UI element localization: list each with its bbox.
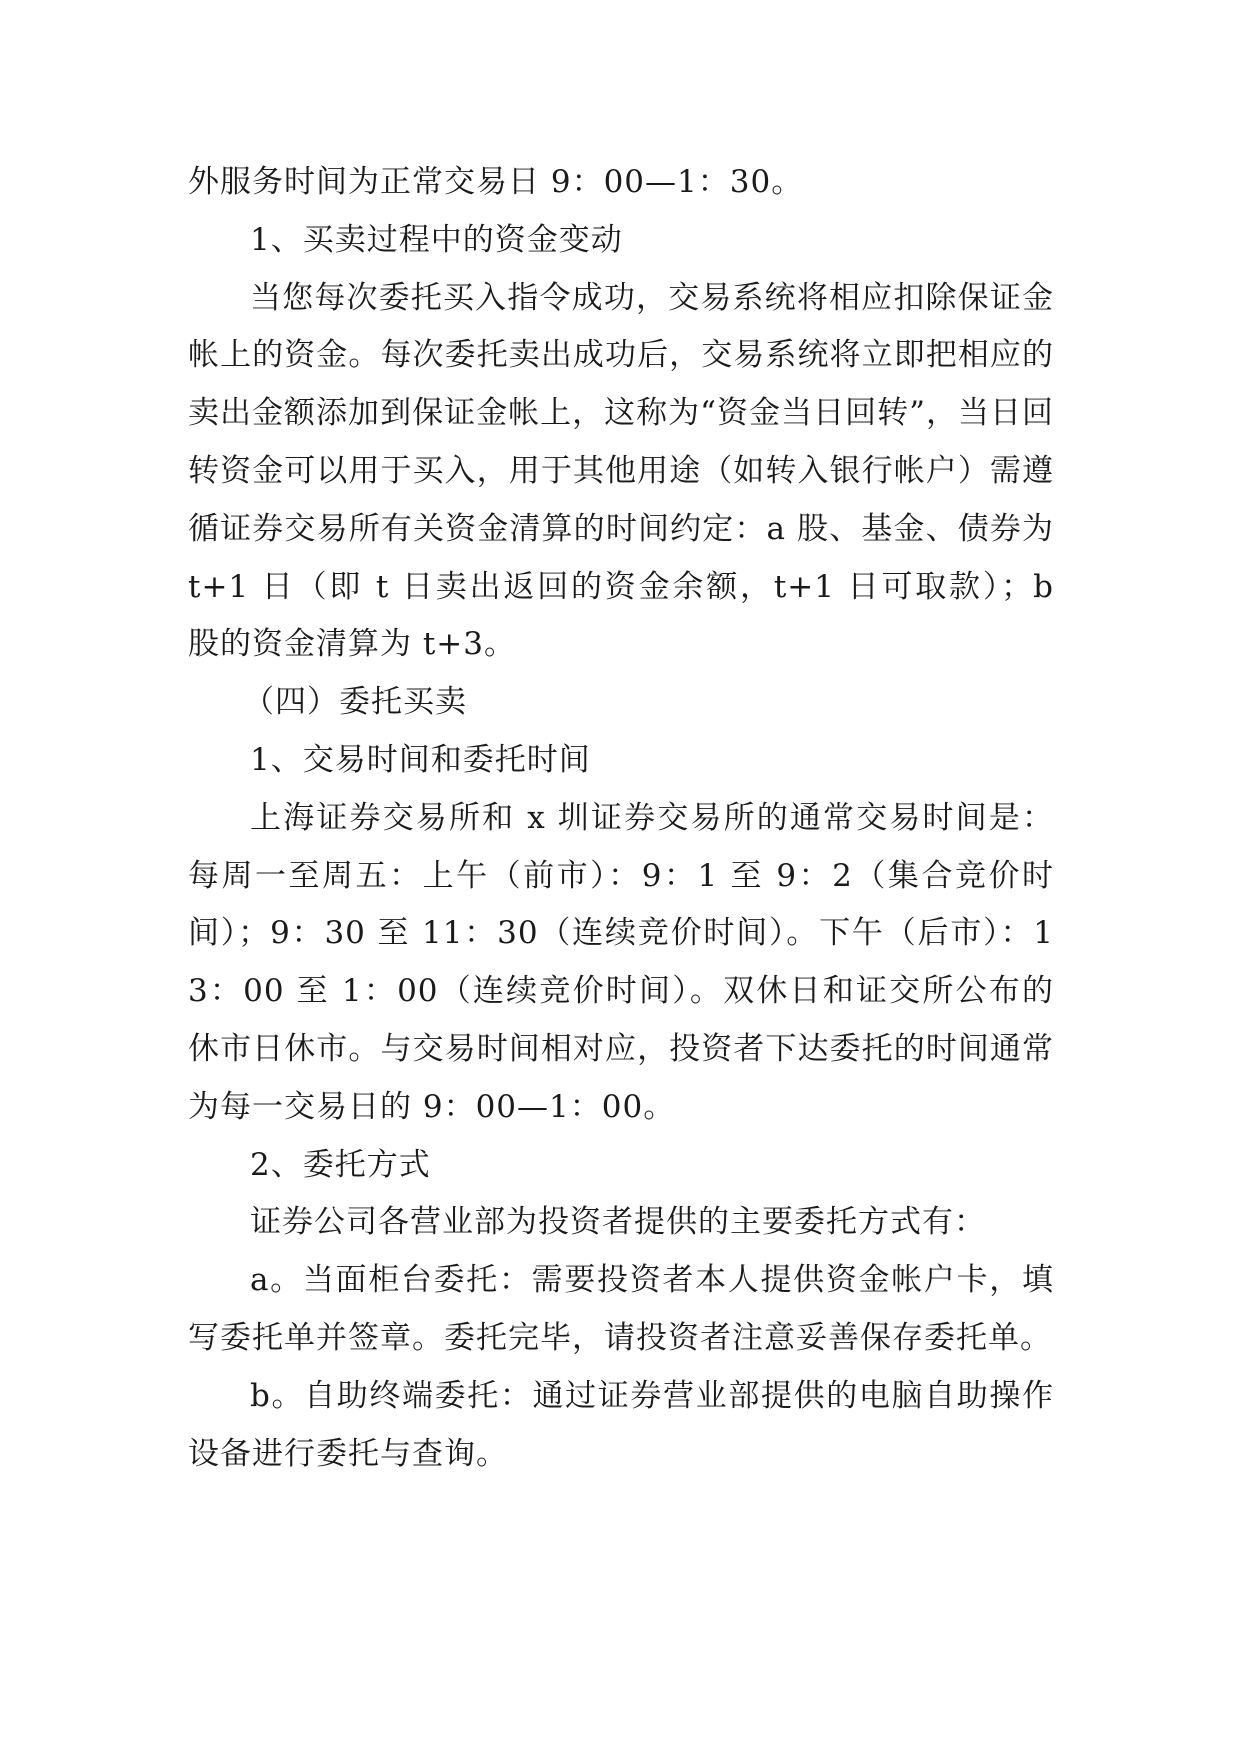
paragraph-fund-changes: 当您每次委托买入指令成功，交易系统将相应扣除保证金帐上的资金。每次委托卖出成功后，交易系统将立即把相应的卖出金额添加到保证金帐上，这称为“资金当日回转”，当日回转资金可以用于买入，用于其他用途（如转入银行帐户）需遵循证券交易所有关资金清算的时间约定：a 股、基金、债券为 t+1 日（即 t 日卖出返回的资金余额，t+1 日可取款）；b 股的资金清算为 t+3。 <box>188 279 1054 663</box>
paragraph-counter-entrust: a。当面柜台委托：需要投资者本人提供资金帐户卡，填写委托单并签章。委托完毕，请投资者注意妥善保存委托单。 <box>188 1262 1054 1356</box>
document-page <box>188 154 1054 1483</box>
section-heading-entrusted-trading: （四）委托买卖 <box>243 684 467 721</box>
paragraph-entrust-methods-intro: 证券公司各营业部为投资者提供的主要委托方式有： <box>250 1204 986 1241</box>
heading-entrust-methods: 2、委托方式 <box>250 1146 431 1183</box>
paragraph-terminal-entrust: b。自助终端委托：通过证券营业部提供的电脑自助操作设备进行委托与查询。 <box>188 1377 1054 1472</box>
heading-fund-changes: 1、买卖过程中的资金变动 <box>250 221 623 258</box>
paragraph-service-hours: 外服务时间为正常交易日 9：00—1：30。 <box>188 164 804 200</box>
heading-trading-hours: 1、交易时间和委托时间 <box>250 741 591 778</box>
paragraph-trading-hours: 上海证券交易所和 x 圳证券交易所的通常交易时间是：每周一至周五：上午（前市）：9：1 至 9：2（集合竞价时间）；9：30 至 11：30（连续竞价时间）。下午（后市）：13：00 至 1：00（连续竞价时间）。双休日和证交所公布的休市日休市。与交易时间相对应，投资者下达委托的时间通常为每一交易日的 9：00—1：00。 <box>188 799 1054 1125</box>
